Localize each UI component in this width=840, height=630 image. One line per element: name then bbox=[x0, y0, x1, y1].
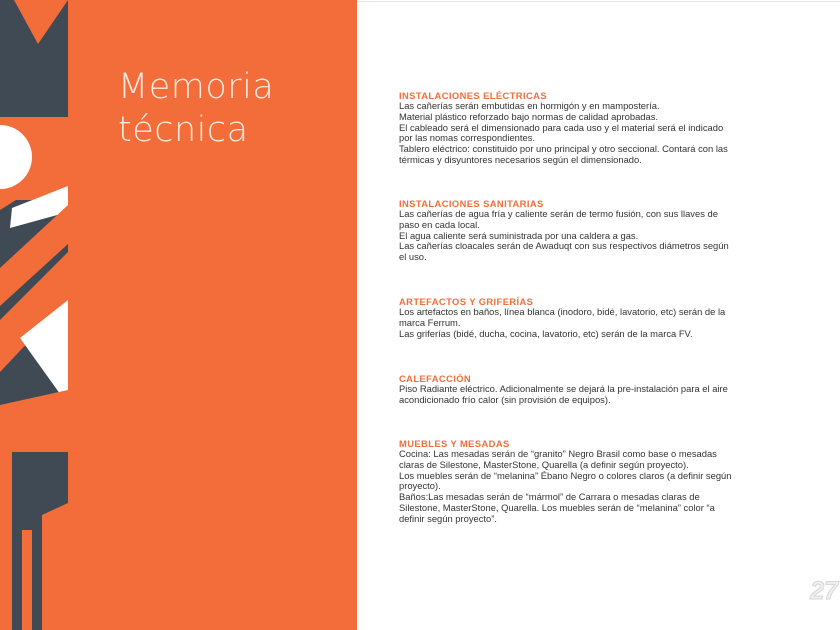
section-line: Las griferías (bidé, ducha, cocina, lavatorio, etc) serán de la marca FV. bbox=[399, 327, 693, 339]
section-fixtures bbox=[399, 296, 759, 339]
half-circle-shape bbox=[0, 125, 32, 189]
section-line: Las cañerías cloacales serán de Awaduqt con sus respectivos diámetros según bbox=[399, 240, 729, 252]
section-heading: INSTALACIONES SANITARIAS bbox=[399, 198, 544, 209]
section-line: Baños:Las mesadas serán de “mármol” de Carrara o mesadas claras de bbox=[399, 491, 700, 503]
orange-bar-shape bbox=[0, 452, 12, 630]
orange-bar-shape bbox=[22, 530, 32, 630]
cover-panel bbox=[0, 0, 357, 630]
section-line: Silestone, MasterStone, Quarella. Los muebles serán de “melanina” color “a bbox=[399, 501, 715, 513]
section-line: Piso Radiante eléctrico. Adicionalmente se dejará la pre-instalación para el aire bbox=[399, 383, 728, 394]
section-heading: ARTEFACTOS Y GRIFERÍAS bbox=[399, 296, 534, 307]
section-line: Las cañerías serán embutidas en hormigón y en mampostería. bbox=[399, 100, 660, 111]
section-line: El cableado será el dimensionado para cada uso y el material será el indicado bbox=[399, 121, 724, 133]
title-line-1: Memoria bbox=[118, 67, 275, 107]
section-line: Cocina: Las mesadas serán de “granito” Negro Brasil como base o mesadas bbox=[399, 448, 717, 459]
section-heading: MUEBLES Y MESADAS bbox=[399, 438, 510, 449]
section-line: El agua caliente será suministrada por una caldera a gas. bbox=[399, 229, 639, 241]
section-line: claras de Silestone, MasterStone, Quarella (a definir según proyecto). bbox=[399, 458, 689, 470]
section-line: térmicas y disyuntores necesarios según el dimensionado. bbox=[399, 153, 642, 165]
section-line: definir según proyecto”. bbox=[399, 512, 497, 524]
section-line: Los artefactos en baños, línea blanca (inodoro, bidé, lavatorio, etc) serán de la bbox=[399, 306, 726, 317]
section-line: proyecto). bbox=[399, 480, 441, 492]
section-line: Tablero eléctrico: constituido por uno principal y otro seccional. Contará con las bbox=[399, 143, 728, 155]
top-chevron-shape bbox=[0, 0, 68, 117]
orange-bar-shape bbox=[42, 503, 68, 630]
section-line: paso en cada local. bbox=[399, 218, 480, 230]
top-divider bbox=[357, 1, 840, 2]
section-line: Los muebles serán de “melanina” Ébano Negro o colores claros (a definir según bbox=[399, 469, 732, 481]
section-electrical bbox=[399, 90, 759, 166]
section-line: acondicionado frío calor (sin provisión de equipos). bbox=[399, 393, 611, 405]
section-heading: CALEFACCIÓN bbox=[399, 373, 472, 384]
section-heating bbox=[399, 373, 759, 406]
section-line: el uso. bbox=[399, 251, 427, 263]
section-furniture bbox=[399, 438, 759, 525]
section-line: Material plástico reforzado bajo normas de calidad aprobadas. bbox=[399, 110, 659, 122]
section-line: Las cañerías de agua fría y caliente serán de termo fusión, con sus llaves de bbox=[399, 208, 718, 219]
title-line-2: técnica bbox=[118, 110, 249, 150]
section-line: por las nomas correspondientes. bbox=[399, 132, 536, 144]
section-sanitary bbox=[399, 198, 759, 263]
section-line: marca Ferrum. bbox=[399, 316, 461, 328]
section-heading: INSTALACIONES ELÉCTRICAS bbox=[399, 90, 547, 101]
page-number: 27 bbox=[810, 577, 838, 605]
page-title bbox=[118, 66, 274, 152]
